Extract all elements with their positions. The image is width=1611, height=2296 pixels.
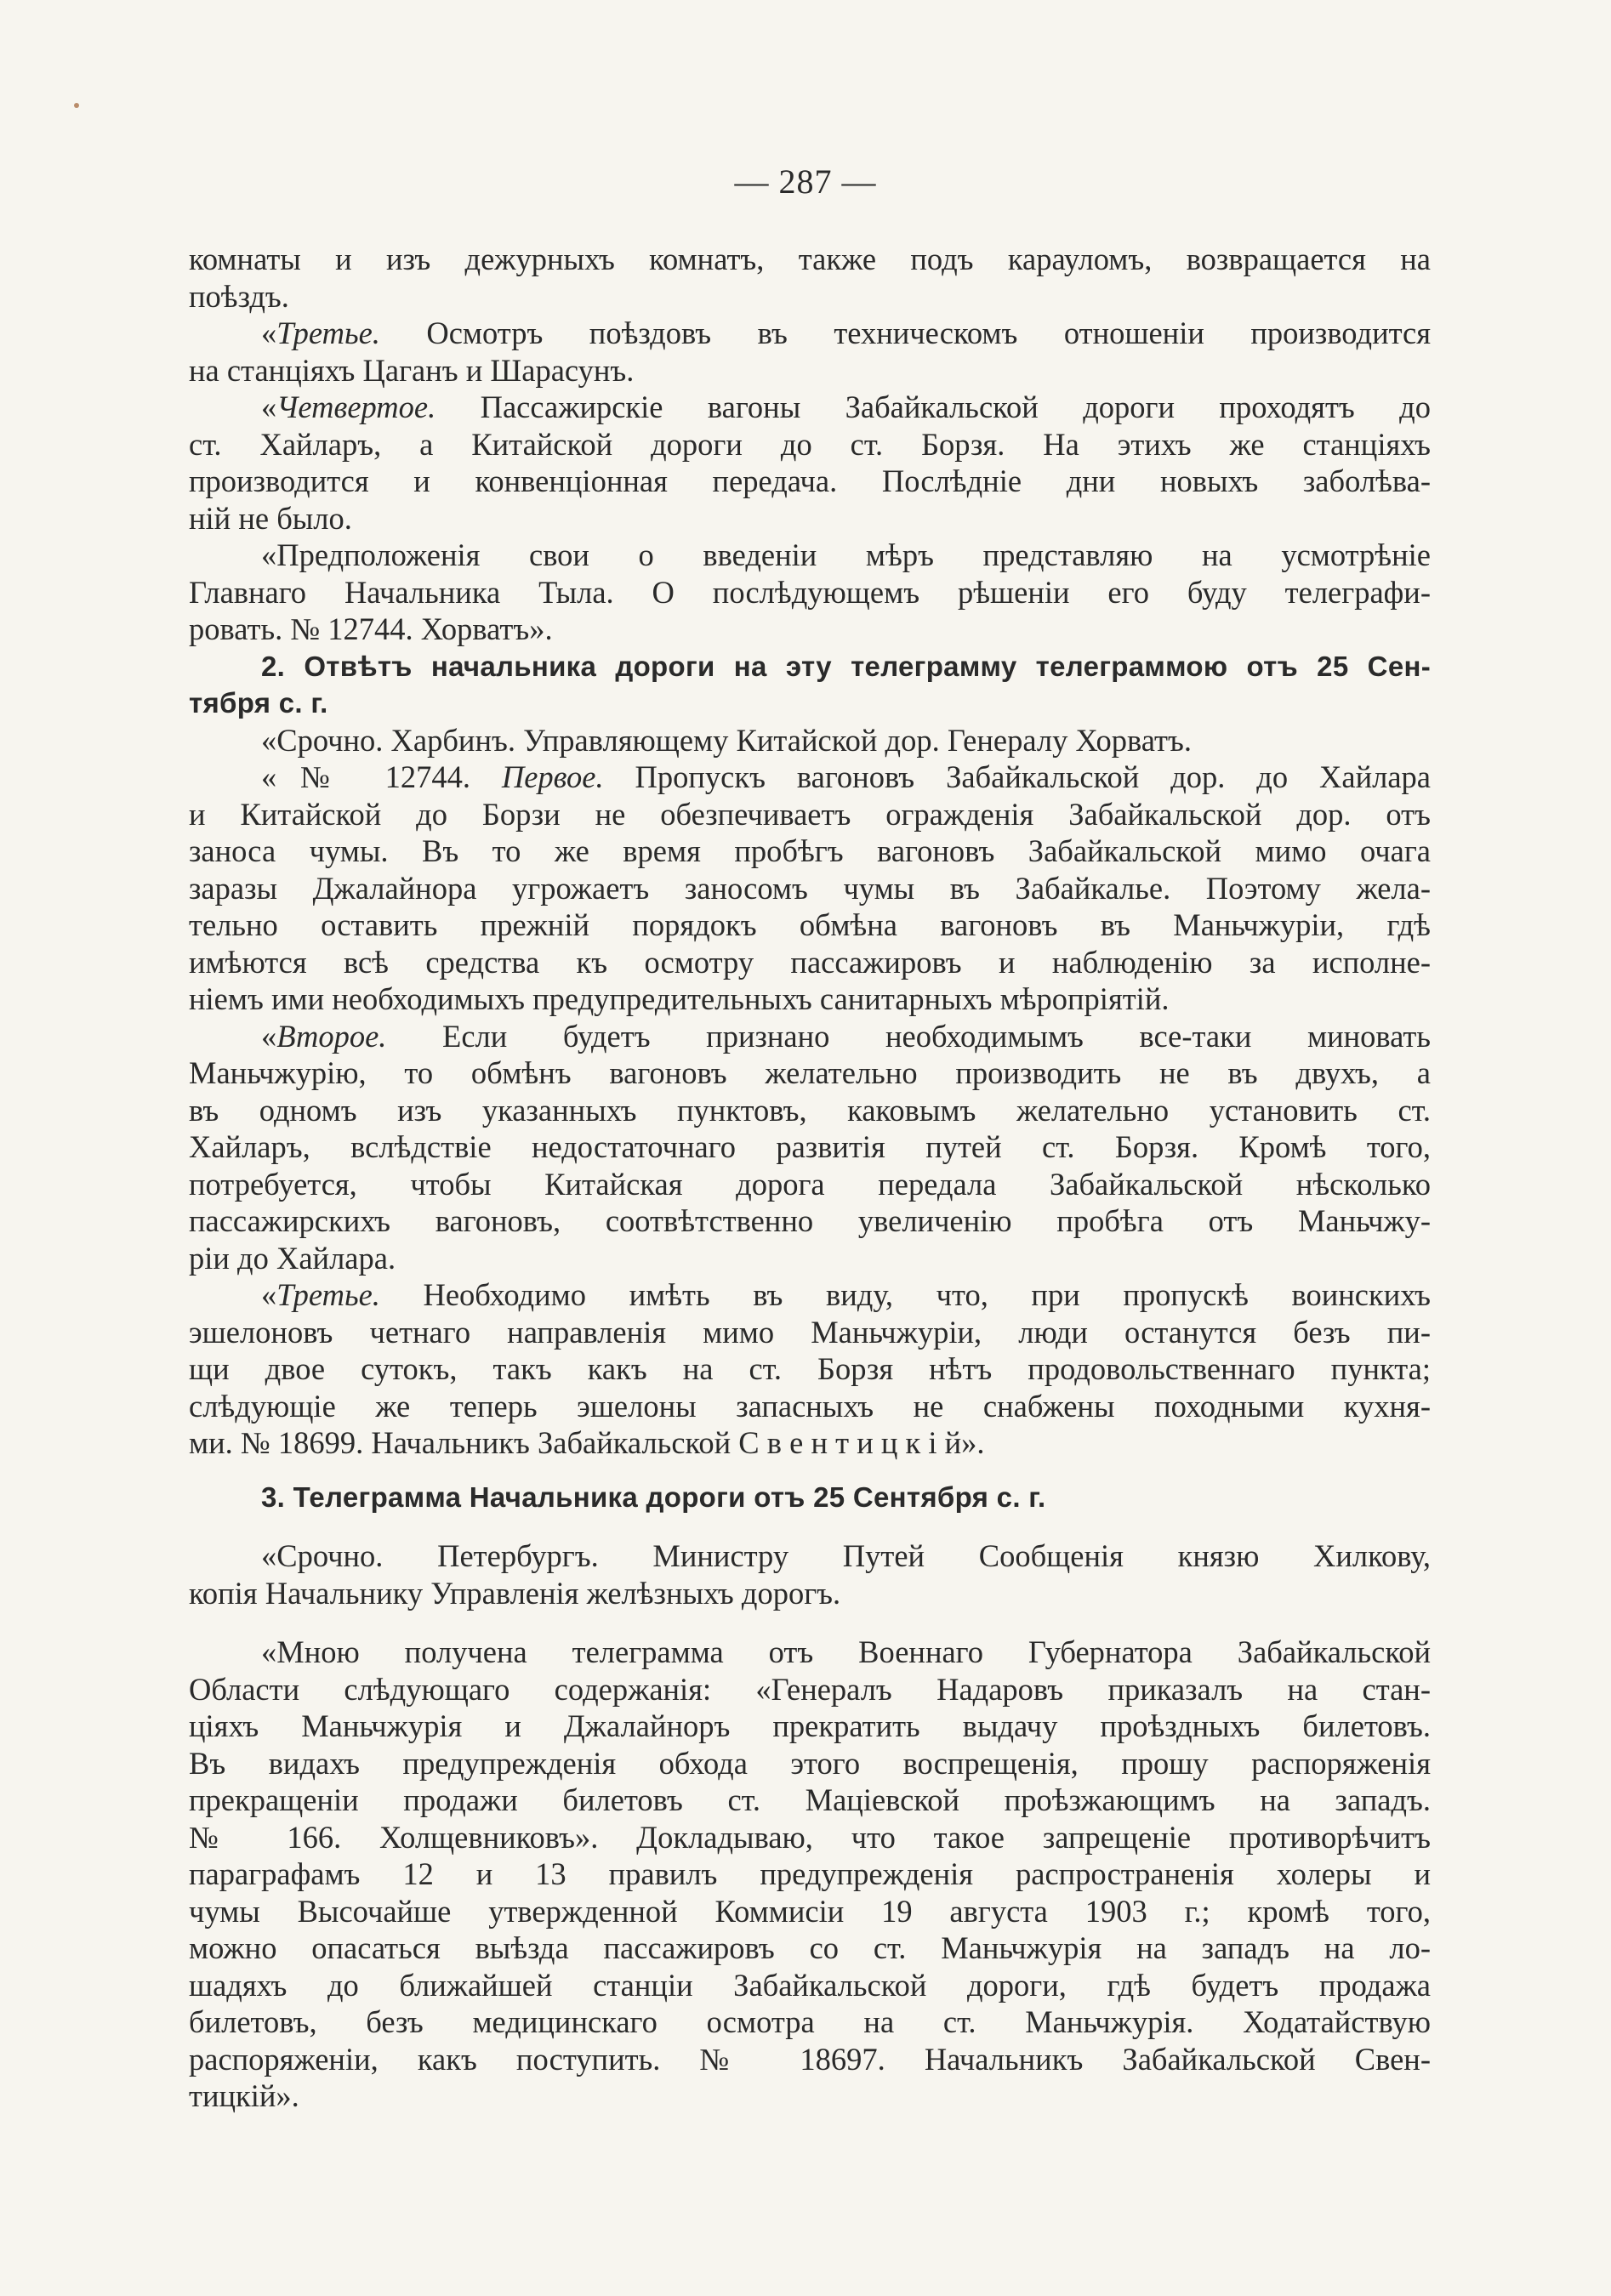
text-line xyxy=(189,1018,1431,1055)
text-line: ст. Хайларъ, а Китайской дороги до ст. Борзя. На этихъ же станціяхъ xyxy=(189,426,1431,462)
text-line: можно опасаться выѣзда пассажировъ со ст. Маньчжурія на западъ на ло- xyxy=(189,1930,1431,1965)
text-line: заноса чумы. Въ то же время пробѣгъ вагоновъ Забайкальской мимо очага xyxy=(189,833,1431,868)
paragraph-p10 xyxy=(189,1634,1431,2115)
heading-line: 3. Телеграмма Начальника дороги отъ 25 Сентября с. г. xyxy=(261,1480,1046,1513)
text-line: комнаты и изъ дежурныхъ комнатъ, также подъ карауломъ, возвращается на xyxy=(189,242,1431,276)
text-run: Пассажирскіе вагоны Забайкальской дороги проходятъ до xyxy=(435,389,1431,424)
text-line: тицкій». xyxy=(189,2078,299,2113)
text-line: ціяхъ Маньчжурія и Джалайноръ прекратить выдачу проѣздныхъ билетовъ. xyxy=(189,1708,1431,1743)
text-line: Маньчжурію, то обмѣнъ вагоновъ желательно производить не въ двухъ, а xyxy=(189,1055,1431,1090)
text-line: Въ видахъ предупрежденія обхода этого воспрещенія, прошу распоряженія xyxy=(189,1745,1431,1781)
section-heading-2 xyxy=(189,648,1431,722)
text-line: Области слѣдующаго содержанія: «Генералъ Надаровъ приказалъ на стан- xyxy=(189,1671,1431,1707)
text-line xyxy=(189,389,1431,426)
paragraph-p7 xyxy=(189,1018,1431,1277)
section-marker: Первое. xyxy=(501,759,604,794)
page-number: — 287 — xyxy=(734,162,877,201)
paragraph-p2 xyxy=(189,315,1431,389)
paragraph-p5 xyxy=(189,722,1431,759)
text-line: слѣдующіе же теперь эшелоны запасныхъ не снабжены походными кухня- xyxy=(189,1388,1431,1424)
text-line xyxy=(189,759,1431,796)
section-heading-3 xyxy=(189,1479,1431,1516)
text-line: и Китайской до Борзи не обезпечиваетъ огражденія Забайкальской дор. отъ xyxy=(189,796,1431,832)
text-line: поѣздъ. xyxy=(189,278,289,314)
text-line: пассажирскихъ вагоновъ, соотвѣтственно увеличенію пробѣга отъ Маньчжу- xyxy=(189,1203,1431,1238)
text-line: имѣются всѣ средства къ осмотру пассажировъ и наблюденію за исполне- xyxy=(189,944,1431,980)
text-line: на станціяхъ Цаганъ и Шарасунъ. xyxy=(189,352,635,388)
text-line: билетовъ, безъ медицинскаго осмотра на ст. Маньчжурія. Ходатайствую xyxy=(189,2004,1431,2039)
text-line: тельно оставить прежній порядокъ обмѣна вагоновъ въ Маньчжуріи, гдѣ xyxy=(189,907,1431,942)
text-run: Если будетъ признано необходимымъ все-таки миновать xyxy=(386,1018,1431,1054)
text-run: Пропускъ вагоновъ Забайкальской дор. до Хайлара xyxy=(603,759,1432,794)
paragraph-p8 xyxy=(189,1276,1431,1462)
text-line: параграфамъ 12 и 13 правилъ предупрежденія распространенія холеры и xyxy=(189,1856,1431,1891)
text-run: Необходимо имѣть въ виду, что, при пропускѣ воинскихъ xyxy=(379,1277,1431,1312)
text-line: копія Начальнику Управленія желѣзныхъ дорогъ. xyxy=(189,1575,841,1611)
text-line: чумы Высочайше утвержденной Коммисіи 19 августа 1903 г.; кромѣ того, xyxy=(189,1893,1431,1929)
text-line: ніемъ ими необходимыхъ предупредительныхъ санитарныхъ мѣропріятій. xyxy=(189,981,1170,1016)
text-line: въ одномъ изъ указанныхъ пунктовъ, каковымъ желательно установить ст. xyxy=(189,1092,1431,1128)
text-line: «Мною получена телеграмма отъ Военнаго Губернатора Забайкальской xyxy=(261,1634,1431,1669)
section-marker: Второе. xyxy=(276,1018,387,1054)
text-line: ріи до Хайлара. xyxy=(189,1240,396,1276)
text-line: «Срочно. Петербургъ. Министру Путей Сообщенія князю Хилкову, xyxy=(261,1538,1431,1573)
opening-quote: « xyxy=(261,389,277,424)
paragraph-p1 xyxy=(189,241,1431,315)
text-line: ній не было. xyxy=(189,500,352,536)
opening-quote: « xyxy=(261,1277,277,1312)
paragraph-p3 xyxy=(189,389,1431,537)
ink-speck xyxy=(74,103,79,108)
text-line: щи двое сутокъ, такъ какъ на ст. Борзя нѣтъ продовольственнаго пункта; xyxy=(189,1351,1431,1386)
text-line: ровать. № 12744. Хорватъ». xyxy=(189,611,553,646)
text-line: заразы Джалайнора угрожаетъ заносомъ чумы въ Забайкалье. Поэтому жела- xyxy=(189,870,1431,906)
text-line: «Предположенія свои о введеніи мѣръ представляю на усмотрѣніе xyxy=(261,537,1431,572)
heading-line: тября с. г. xyxy=(189,687,328,719)
text-run: Осмотръ поѣздовъ въ техническомъ отношеніи производится xyxy=(379,315,1431,350)
text-line: производится и конвенціонная передача. Послѣдніе дни новыхъ заболѣва- xyxy=(189,463,1431,498)
section-marker: Третье. xyxy=(276,315,380,350)
text-line: распоряженіи, какъ поступить. № 18697. Начальникъ Забайкальской Свен- xyxy=(189,2041,1431,2077)
text-line xyxy=(189,1276,1431,1314)
text-line xyxy=(189,315,1431,352)
text-line: Хайларъ, вслѣдствіе недостаточнаго развитія путей ст. Борзя. Кромѣ того, xyxy=(189,1129,1431,1164)
opening-quote: « xyxy=(261,1018,277,1054)
text-line: эшелоновъ четнаго направленія мимо Маньчжуріи, люди останутся безъ пи- xyxy=(189,1314,1431,1350)
text-line: «Срочно. Харбинъ. Управляющему Китайской дор. Генералу Хорватъ. xyxy=(261,722,1192,758)
text-line: ми. № 18699. Начальникъ Забайкальской С в е н т и ц к і й». xyxy=(189,1425,985,1460)
document-body xyxy=(189,241,1431,2115)
paragraph-p4 xyxy=(189,537,1431,648)
text-line: шадяхъ до ближайшей станціи Забайкальской дороги, гдѣ будетъ продажа xyxy=(189,1967,1431,2003)
heading-line: 2. Отвѣтъ начальника дороги на эту телеграмму телеграммою отъ 25 Сен- xyxy=(261,650,1431,682)
text-line: № 166. Холщевниковъ». Докладываю, что такое запрещеніе противорѣчитъ xyxy=(189,1819,1431,1855)
text-line: Главнаго Начальника Тыла. О послѣдующемъ рѣшеніи его буду телеграфи- xyxy=(189,574,1431,610)
text-line: потребуется, чтобы Китайская дорога передала Забайкальской нѣсколько xyxy=(189,1166,1431,1202)
paragraph-p6 xyxy=(189,759,1431,1018)
text-run: «№ 12744. xyxy=(261,759,502,794)
text-line: прекращеніи продажи билетовъ ст. Маціевской проѣзжающимъ на западъ. xyxy=(189,1782,1431,1817)
opening-quote: « xyxy=(261,315,277,350)
section-marker: Четвертое. xyxy=(276,389,436,424)
paragraph-p9 xyxy=(189,1537,1431,1611)
section-marker: Третье. xyxy=(276,1277,380,1312)
